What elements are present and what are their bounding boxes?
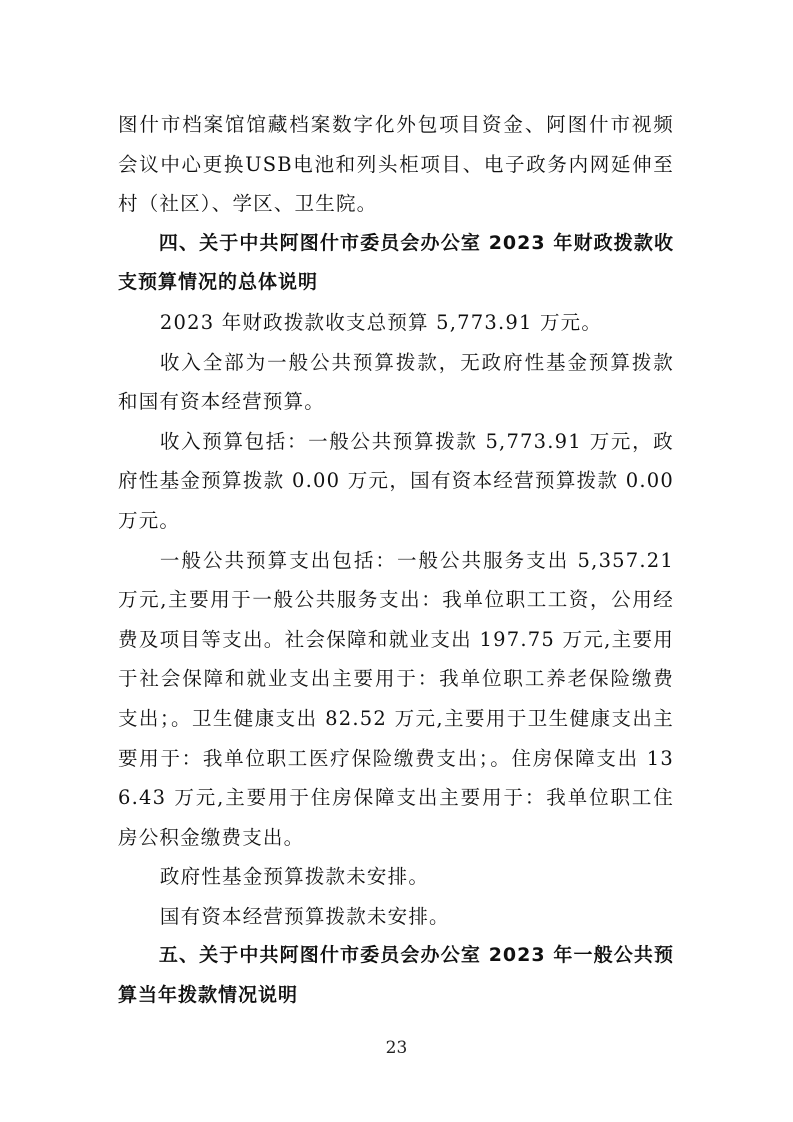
paragraph-government-fund: 政府性基金预算拨款未安排。 bbox=[159, 865, 430, 889]
paragraph-state-capital: 国有资本经营预算拨款未安排。 bbox=[159, 904, 450, 928]
section-heading-4: 四、关于中共阿图什市委员会办公室 2023 年财政拨款收支预算情况的总体说明 bbox=[118, 231, 674, 294]
section-heading-5: 五、关于中共阿图什市委员会办公室 2023 年一般公共预算当年拨款情况说明 bbox=[118, 944, 674, 1007]
paragraph-continuation: 图什市档案馆馆藏档案数字化外包项目资金、阿图什市视频会议中心更换USB电池和列头柜项目、电子政务内网延伸至村（社区）、学区、卫生院。 bbox=[118, 113, 674, 216]
document-body bbox=[118, 105, 674, 1016]
paragraph-total-budget: 2023 年财政拨款收支总预算 5,773.91 万元。 bbox=[159, 310, 603, 334]
page-number: 23 bbox=[385, 1038, 408, 1058]
paragraph-income-source: 收入全部为一般公共预算拨款，无政府性基金预算拨款和国有资本经营预算。 bbox=[118, 350, 674, 414]
paragraph-expenditure-breakdown: 一般公共预算支出包括：一般公共服务支出 5,357.21 万元,主要用于一般公共服务支出：我单位职工工资，公用经费及项目等支出。社会保障和就业支出 197.75 万元,主要用于社会保障和就业支出主要用于：我单位职工养老保险缴费支出；。卫生健康支出 82.52 万元,主要用于卫生健康支出主要用于：我单位职工医疗保险缴费支出；。住房保障支出 136.43 万元,主要用于住房保障支出主要用于：我单位职工住房公积金缴费支出。 bbox=[118, 548, 674, 849]
paragraph-income-breakdown: 收入预算包括：一般公共预算拨款 5,773.91 万元，政府性基金预算拨款 0.00 万元，国有资本经营预算拨款 0.00 万元。 bbox=[118, 429, 674, 532]
